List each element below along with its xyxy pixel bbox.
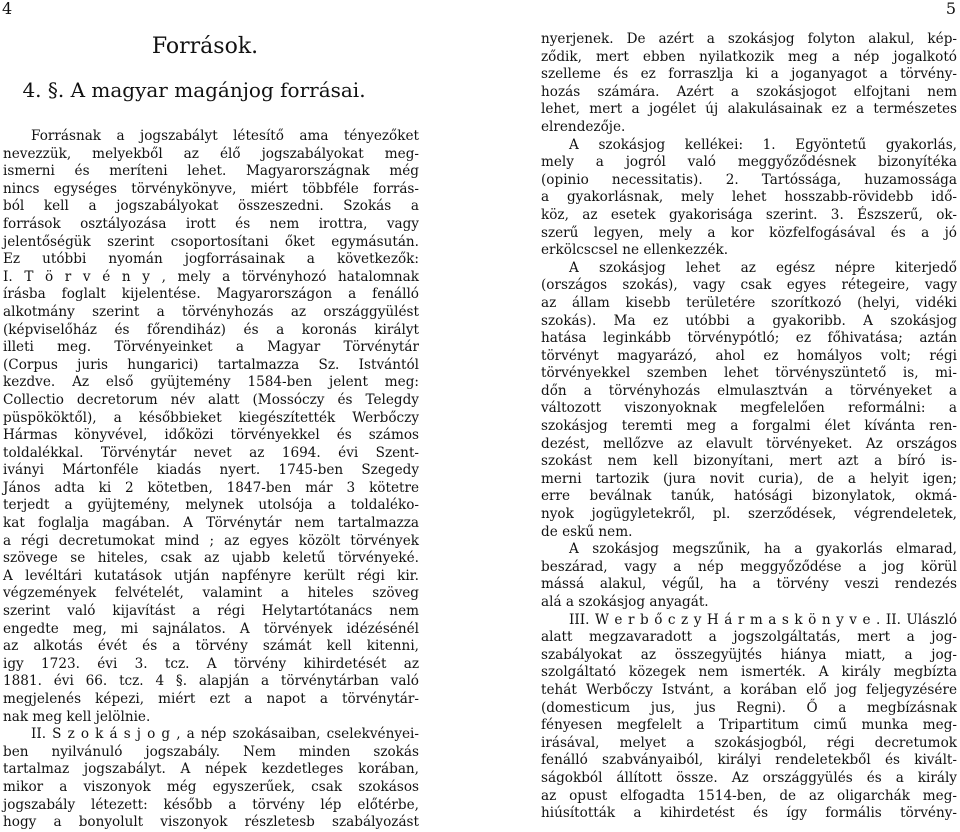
text-line: A szokásjog lehet az egész népre kiterjedő: [569, 259, 957, 276]
section-title: 4. §. A magyar magánjog forrásai.: [22, 78, 366, 102]
text-line: hatása leginkább törvénypótló; ez főhivatása; aztán: [541, 330, 957, 347]
text-line: alkotmány szerint a törvényhozás az országgyülést: [3, 303, 419, 320]
text-line: ződik, mert ebben nyilatkozik meg a nép jogalkotó: [541, 48, 957, 65]
text-line: de eskű nem.: [541, 523, 633, 540]
text-line: szelleme és ez forraszlja ki a joganyagot a törvény-: [541, 66, 957, 83]
text-line: illeti meg. Törvényeinket a Magyar Törvénytár: [3, 339, 419, 356]
text-line: nevezzük, melyekből az élő jogszabályokat meg-: [3, 145, 419, 162]
text-line: az állam kisebb területére szorítkozó (helyi, vidéki: [541, 294, 957, 311]
text-line: toldalékkal. Törvénytár nevet az 1694. évi Szent-: [3, 444, 419, 461]
text-line: III. W e r b ő c z y H á r m a s k ö n y v e . II. Ulászló: [569, 611, 957, 628]
text-line: engedte meg, mi sajnálatos. A törvények idézésénél: [3, 620, 419, 637]
text-line: szabályokat az összegyüjtés hiánya miatt, a jog-: [541, 646, 957, 663]
chapter-title: Források.: [151, 34, 259, 59]
text-line: szokást nem kell bizonyítani, mert azt a bíró is-: [541, 453, 957, 470]
page-number-left: 4: [2, 0, 13, 18]
text-line: A levéltári kutatások utján napfényre került régi kir.: [3, 567, 419, 584]
left-column-text: [3, 128, 419, 832]
text-line: ságokból állított össze. Az országgyülés és a király: [541, 769, 957, 786]
text-line: igy 1723. évi 3. tcz. A törvény kihirdetését az: [3, 655, 419, 672]
text-line: beszárad, vagy a nép meggyőződése a jog körül: [541, 558, 957, 575]
text-line: kezdve. Az első gyüjtemény 1584-ben jelent meg:: [3, 374, 419, 391]
text-line: ból kell a jogszabályokat összeszedni. Szokás a: [3, 198, 419, 215]
text-line: kat foglalja magában. A Törvénytár nem tartalmazza: [3, 515, 419, 532]
text-line: II. S z o k á s j o g , a nép szokásaiban, cselekvényei-: [31, 726, 419, 743]
text-line: terjedt a gyüjtemény, melynek utolsója a toldaléko-: [3, 497, 419, 514]
text-line: alatt megzavaradott a jogszolgáltatás, mert a jog-: [541, 629, 957, 646]
text-line: (domesticum jus, jus Regni). Ő a megbízásnak: [541, 699, 957, 716]
text-line: tartalmaz jogszabályt. A népek kezdetleges korában,: [3, 761, 419, 778]
text-line: (képviselőház és főrendiház) és a koronás királyt: [3, 321, 419, 338]
left-column: [3, 31, 419, 832]
text-line: ben nyilvánuló jogszabály. Nem minden szokás: [3, 743, 419, 760]
text-line: nyerjenek. De azért a szokásjog folyton alakul, kép-: [541, 31, 957, 47]
text-line: végzemények felvételét, valamint a hiteles szöveg: [3, 585, 419, 602]
text-line: nincs egységes törvénykönyve, miért többféle forrás-: [3, 180, 419, 197]
text-line: hiúsították a kihirdetést és így formális törvény-: [541, 805, 957, 822]
text-line: dőn a törvényhozás elmulasztván a törvényeket a: [541, 382, 957, 399]
text-line: írásba foglalt kijelentése. Magyarországon a fenálló: [3, 286, 419, 303]
text-line: Forrásnak a jogszabályt létesítő ama tényezőket: [31, 128, 419, 144]
text-line: hozás számára. Azért a szokásjogot elfojtani nem: [541, 83, 957, 100]
text-line: az opust elfogadta 1514-ben, de az oligarchák meg-: [541, 787, 957, 804]
text-line: szerű legyen, mely a kor közfelfogásával és a jó: [541, 224, 957, 241]
text-line: szövege se hiteles, csak az ujabb keletű törvényeké.: [3, 550, 419, 567]
text-line: szolgáltató közegek nem ismerték. A király megbízta: [541, 664, 957, 681]
text-line: köz, az esetek gyakorisága szerint. 3. Észszerű, ok-: [541, 206, 957, 223]
text-line: Ez utóbbi nyomán jogforrásainak a következők:: [3, 251, 419, 268]
text-line: szerint való kijavítást a régi Helytartótanács nem: [3, 603, 419, 620]
right-column-text: [541, 31, 957, 823]
text-line: Hármas könyvével, időközi törvényekkel és számos: [3, 427, 419, 444]
text-line: A szokásjog kellékei: 1. Egyöntetű gyakorlás,: [569, 136, 957, 153]
text-line: (opinio necessitatis). 2. Tartóssága, huzamossága: [541, 171, 957, 188]
text-line: jogszabály létezett: később a törvény lép előtérbe,: [3, 796, 419, 813]
text-line: források osztályozása irott és nem irottra, vagy: [3, 215, 419, 232]
text-line: az alkotás évét és a törvény számát kell kitenni,: [3, 638, 419, 655]
text-line: 1881. évi 66. tcz. 4 §. alapján a törvénytárban való: [3, 673, 419, 690]
text-line: János adta ki 2 kötetben, 1847-ben már 3 kötetre: [3, 479, 419, 496]
text-line: (Corpus juris hungarici) tartalmazza Sz. Istvántól: [3, 356, 419, 373]
text-line: törvényekkel szemben lehet törvényszüntető is, mi-: [541, 365, 957, 382]
text-line: a gyakorlásnak, mely lehet hosszabb-rövidebb idő-: [541, 189, 957, 206]
text-line: lehet, mert a jogélet új alakulásainak ez a természetes: [541, 101, 957, 118]
text-line: tehát Werbőczy Istvánt, a korában elő jog feljegyzésére: [541, 681, 957, 698]
text-line: mássá alakul, végűl, ha a törvény veszi rendezés: [541, 576, 957, 593]
text-line: ismerni és meríteni lehet. Magyarországnak még: [3, 163, 419, 180]
text-line: szokás). Ma ez utóbbi a gyakoribb. A szokásjog: [541, 312, 957, 329]
text-line: erre beválnak tanúk, hatósági bizonylatok, okmá-: [541, 488, 957, 505]
text-line: jelentőségük szerint csoportosítani őket egymásután.: [3, 233, 419, 250]
right-column: [541, 31, 957, 823]
text-line: iványi Mártonféle kiadás nyert. 1745-ben Szegedy: [3, 462, 419, 479]
text-line: (országos szokás), vagy csak egyes rétegeire, vagy: [541, 277, 957, 294]
text-line: változott viszonyoknak megfelelően reformálni: a: [541, 400, 957, 417]
text-line: mikor a viszonyok még egyszerűek, csak szokásos: [3, 778, 419, 795]
text-line: dezést, mellőzve az elavult törvényeket. Az országos: [541, 435, 957, 452]
text-line: alá a szokásjog anyagát.: [541, 594, 709, 610]
text-line: fényesen megfelelt a Tripartitum cimű munka meg-: [541, 717, 957, 734]
text-line: erkölcscsel ne ellenkezzék.: [541, 242, 729, 259]
text-line: szokásjog teremti meg a forgalmi élet kívánta ren-: [541, 418, 957, 435]
text-line: nyok jogügyletekről, pl. szerződések, végrendeletek,: [541, 506, 957, 523]
text-line: nak meg kell jelölnie.: [3, 708, 151, 725]
text-line: Collectio decretorum név alatt (Mossóczy és Telegdy: [3, 391, 419, 408]
text-line: fenálló szabványaiból, királyi rendeletekből és kivált-: [541, 752, 957, 769]
text-line: megjelenés képezi, miért ezt a napot a törvénytár-: [3, 691, 419, 707]
text-line: hogy a bonyolult viszonyok részletesb szabályozást: [3, 814, 419, 831]
page-number-right: 5: [945, 0, 956, 18]
text-line: törvényt magyarázó, ahol ez homályos volt; régi: [541, 347, 957, 364]
text-line: püspököktől), a későbbieket kiegészítették Werbőczy: [3, 409, 419, 426]
text-line: mely a jogról való meggyőződésnek bizonyítéka: [541, 154, 957, 171]
text-line: irásával, melyet a szokásjogból, régi decretumok: [541, 734, 957, 751]
text-line: merni tartozik (jura novit curia), de a helyit igen;: [541, 470, 957, 487]
text-line: elrendezője.: [541, 118, 626, 135]
text-line: a régi decretumokat mind ; az egyes közölt törvények: [3, 532, 419, 549]
text-line: I. T ö r v é n y , mely a törvényhozó hatalomnak: [3, 268, 419, 285]
text-line: A szokásjog megszűnik, ha a gyakorlás elmarad,: [569, 541, 957, 558]
